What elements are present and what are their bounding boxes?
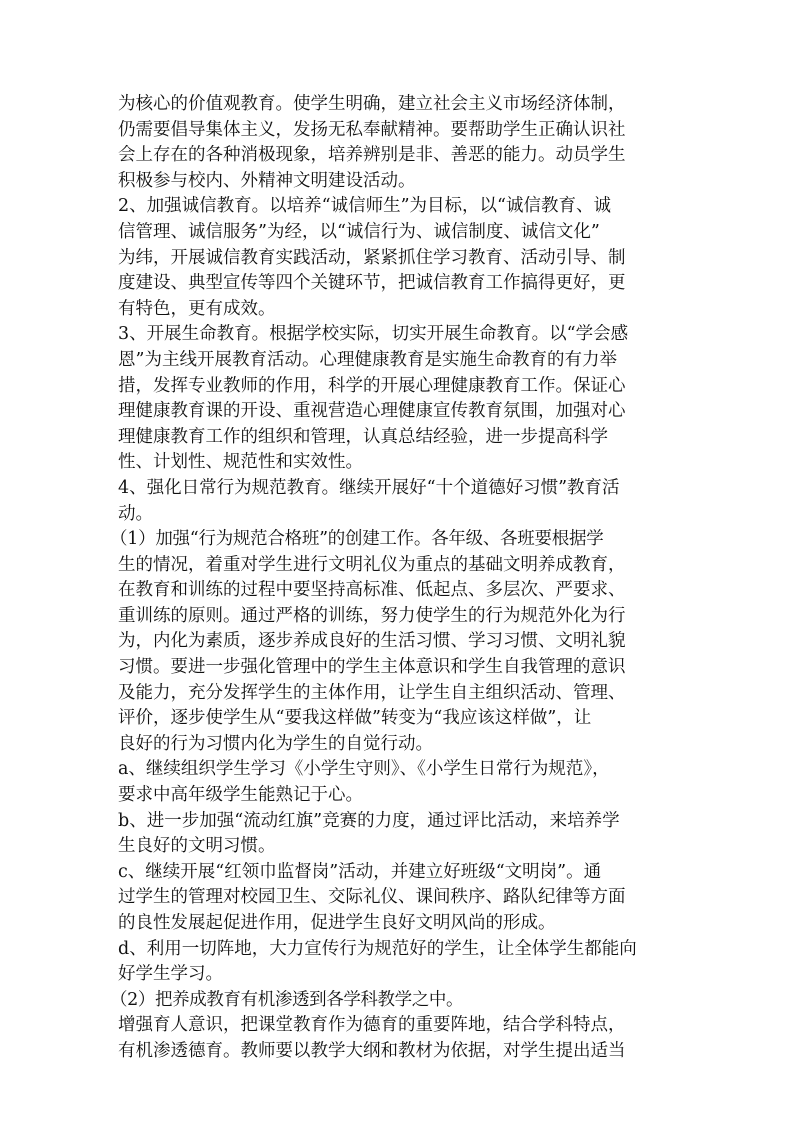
text-line: 动。	[118, 503, 153, 524]
paragraph-daily-behavior-education	[118, 476, 686, 527]
text-line: 2、加强诚信教育。以培养“诚信师生”为目标，以“诚信教育、诚	[118, 196, 611, 217]
text-line: c、继续开展“红领巾监督岗”活动，并建立好班级“文明岗”。通	[118, 861, 602, 882]
text-line: 良好的行为习惯内化为学生的自觉行动。	[118, 733, 433, 754]
text-line: （2）把养成教育有机渗透到各学科教学之中。	[110, 989, 464, 1010]
text-line: 3、开展生命教育。根据学校实际，切实开展生命教育。以“学会感	[118, 324, 629, 345]
text-line: 为纬，开展诚信教育实践活动，紧紧抓住学习教育、活动引导、制	[118, 247, 626, 268]
document-page	[110, 92, 686, 1065]
paragraph-item-a	[118, 757, 686, 808]
paragraph-behavior-class-building	[110, 527, 686, 757]
text-line: 恩”为主线开展教育活动。心理健康教育是实施生命教育的有力举	[118, 349, 617, 370]
paragraph-life-education	[118, 322, 686, 476]
text-line: 及能力，充分发挥学生的主体作用，让学生自主组织活动、管理、	[118, 682, 626, 703]
text-line: 过学生的管理对校园卫生、交际礼仪、课间秩序、路队纪律等方面	[118, 887, 626, 908]
paragraph-classroom-moral-education	[118, 1013, 686, 1064]
text-line: 有特色，更有成效。	[118, 298, 276, 319]
text-line: （1）加强“行为规范合格班”的创建工作。各年级、各班要根据学	[110, 529, 604, 550]
text-line: 为核心的价值观教育。使学生明确，建立社会主义市场经济体制，	[118, 94, 626, 114]
text-line: 信管理、诚信服务”为经，以“诚信行为、诚信制度、诚信文化”	[118, 221, 600, 242]
paragraph-subject-integration	[110, 988, 686, 1014]
paragraph-item-c	[118, 860, 686, 937]
text-line: a、继续组织学生学习《小学生守则》、《小学生日常行为规范》，	[118, 759, 610, 780]
text-line: 要求中高年级学生能熟记于心。	[118, 785, 363, 806]
text-line: 4、强化日常行为规范教育。继续开展好“十个道德好习惯”教育活	[118, 477, 620, 498]
text-line: 习惯。要进一步强化管理中的学生主体意识和学生自我管理的意识	[118, 657, 626, 678]
text-line: 仍需要倡导集体主义，发扬无私奉献精神。要帮助学生正确认识社	[118, 119, 626, 140]
text-line: 增强育人意识，把课堂教育作为德育的重要阵地，结合学科特点，	[118, 1015, 626, 1036]
document-body	[110, 92, 686, 1065]
paragraph-item-b	[118, 809, 686, 860]
text-line: 在教育和训练的过程中要坚持高标准、低起点、多层次、严要求、	[118, 580, 626, 601]
text-line: 生良好的文明习惯。	[118, 836, 276, 857]
paragraph-integrity-education	[118, 194, 686, 322]
text-line: 积极参与校内、外精神文明建设活动。	[118, 170, 416, 191]
text-line: 措，发挥专业教师的作用，科学的开展心理健康教育工作。保证心	[118, 375, 626, 396]
text-line: 会上存在的各种消极现象，培养辨别是非、善恶的能力。动员学生	[118, 145, 626, 166]
text-line: b、进一步加强“流动红旗”竞赛的力度，通过评比活动，来培养学	[118, 810, 620, 831]
text-line: 有机渗透德育。教师要以教学大纲和教材为依据，对学生提出适当	[118, 1040, 626, 1061]
text-line: 重训练的原则。通过严格的训练，努力使学生的行为规范外化为行	[118, 605, 626, 626]
text-line: 的良性发展起促进作用，促进学生良好文明风尚的形成。	[118, 913, 556, 933]
text-line: 为，内化为素质，逐步养成良好的生活习惯、学习习惯、文明礼貌	[118, 631, 626, 652]
paragraph-values-education-continued	[118, 92, 686, 194]
text-line: d、利用一切阵地，大力宣传行为规范好的学生，让全体学生都能向	[118, 938, 637, 959]
text-line: 理健康教育课的开设、重视营造心理健康宣传教育氛围，加强对心	[118, 401, 626, 422]
paragraph-item-d	[118, 937, 686, 988]
text-line: 评价，逐步使学生从“要我这样做”转变为“我应该这样做”，让	[118, 708, 592, 729]
text-line: 理健康教育工作的组织和管理，认真总结经验，进一步提高科学	[118, 426, 608, 447]
text-line: 生的情况，着重对学生进行文明礼仪为重点的基础文明养成教育，	[118, 554, 626, 575]
text-line: 度建设、典型宣传等四个关键环节，把诚信教育工作搞得更好，更	[118, 273, 626, 294]
text-line: 好学生学习。	[118, 964, 223, 985]
text-line: 性、计划性、规范性和实效性。	[118, 452, 363, 473]
